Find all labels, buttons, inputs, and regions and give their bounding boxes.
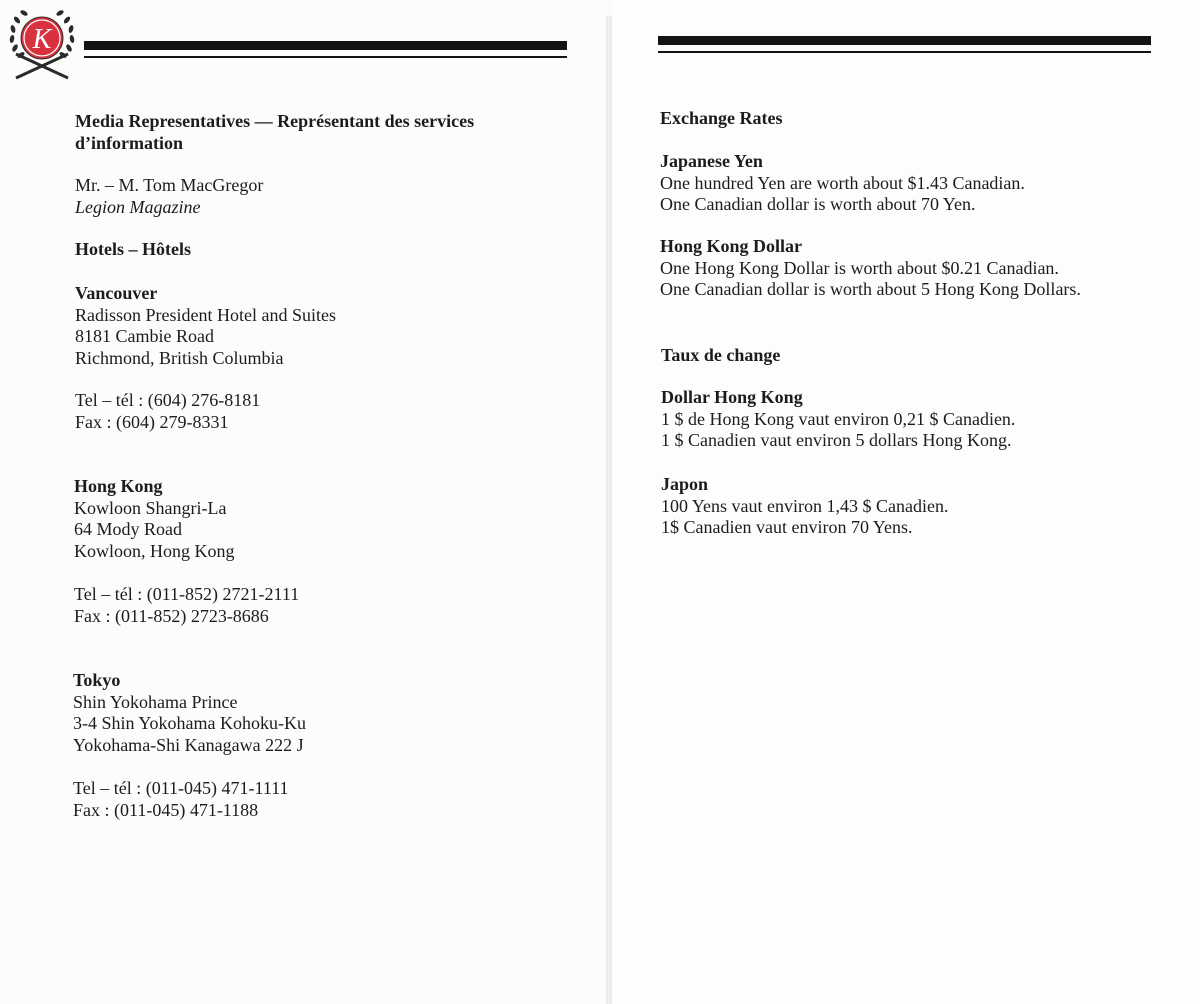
currency-title: Hong Kong Dollar <box>660 236 803 256</box>
taux-de-change-heading: Taux de change <box>661 345 781 365</box>
hotel-tokyo-contact <box>73 778 289 821</box>
taux-japon <box>661 474 948 539</box>
hotel-address-line: Shin Yokohama Prince <box>73 691 238 712</box>
media-contact <box>75 175 263 218</box>
media-heading-line1: Media Representatives — Représentant des services <box>75 111 475 131</box>
hotel-address-line: Radisson President Hotel and Suites <box>75 304 336 325</box>
rate-line: 100 Yens vaut environ 1,43 $ Canadien. <box>661 495 949 516</box>
right-page <box>612 0 1200 1004</box>
hotel-fax: Fax : (011-852) 2723-8686 <box>74 605 269 626</box>
hotel-address-line: Yokohama-Shi Kanagawa 222 J <box>73 734 304 755</box>
svg-text:K: K <box>32 24 52 55</box>
rate-line: One Canadian dollar is worth about 5 Hong Kong Dollars. <box>660 279 1081 300</box>
media-publication: Legion Magazine <box>75 196 201 217</box>
hotel-hong-kong-contact <box>74 584 299 627</box>
rate-line: 1$ Canadien vaut environ 70 Yens. <box>661 517 913 538</box>
hotel-vancouver-contact <box>75 390 260 433</box>
exchange-hong-kong-dollar <box>660 236 1081 301</box>
hotel-fax: Fax : (604) 279-8331 <box>75 411 229 432</box>
currency-title: Japanese Yen <box>660 151 763 171</box>
hotel-address-line: Kowloon, Hong Kong <box>74 540 235 561</box>
hotel-tokyo <box>73 670 306 756</box>
rate-line: 1 $ Canadien vaut environ 5 dollars Hong Kong. <box>661 430 1012 451</box>
hotel-city: Hong Kong <box>74 476 163 496</box>
rate-line: One Canadian dollar is worth about 70 Yen. <box>660 194 976 215</box>
rate-line: One hundred Yen are worth about $1.43 Canadian. <box>660 172 1025 193</box>
header-rule-thick <box>658 36 1151 45</box>
currency-title: Dollar Hong Kong <box>661 387 803 407</box>
media-representatives-section <box>75 111 474 154</box>
exchange-rates-heading: Exchange Rates <box>660 108 783 128</box>
media-heading-line2: d’information <box>75 132 183 153</box>
hotel-fax: Fax : (011-045) 471-1188 <box>73 799 259 820</box>
hotel-city: Vancouver <box>75 283 158 303</box>
hotel-address-line: 64 Mody Road <box>74 519 182 540</box>
exchange-japanese-yen <box>660 151 1025 216</box>
rate-line: 1 $ de Hong Kong vaut environ 0,21 $ Canadien. <box>661 408 1016 429</box>
hotel-tel: Tel – tél : (604) 276-8181 <box>75 390 261 410</box>
media-name: Mr. – M. Tom MacGregor <box>75 175 264 195</box>
rate-line: One Hong Kong Dollar is worth about $0.21 Canadian. <box>660 257 1059 278</box>
header-rule-thin <box>84 56 567 58</box>
hotel-address-line: 8181 Cambie Road <box>75 326 214 347</box>
legion-emblem-logo <box>6 4 78 82</box>
hotel-address-line: Richmond, British Columbia <box>75 347 284 368</box>
hotels-heading: Hotels – Hôtels <box>75 239 191 259</box>
hotel-tel: Tel – tél : (011-852) 2721-2111 <box>74 584 300 604</box>
header-rule-thin <box>658 51 1151 53</box>
header-rule-thick <box>84 41 567 50</box>
currency-title: Japon <box>661 474 709 494</box>
hotel-hong-kong <box>74 476 235 562</box>
hotel-address-line: Kowloon Shangri-La <box>74 497 227 518</box>
hotel-tel: Tel – tél : (011-045) 471-1111 <box>73 778 289 798</box>
hotel-address-line: 3-4 Shin Yokohama Kohoku-Ku <box>73 713 307 734</box>
taux-dollar-hong-kong <box>661 387 1015 452</box>
hotel-vancouver <box>75 283 336 369</box>
hotel-city: Tokyo <box>73 670 121 690</box>
